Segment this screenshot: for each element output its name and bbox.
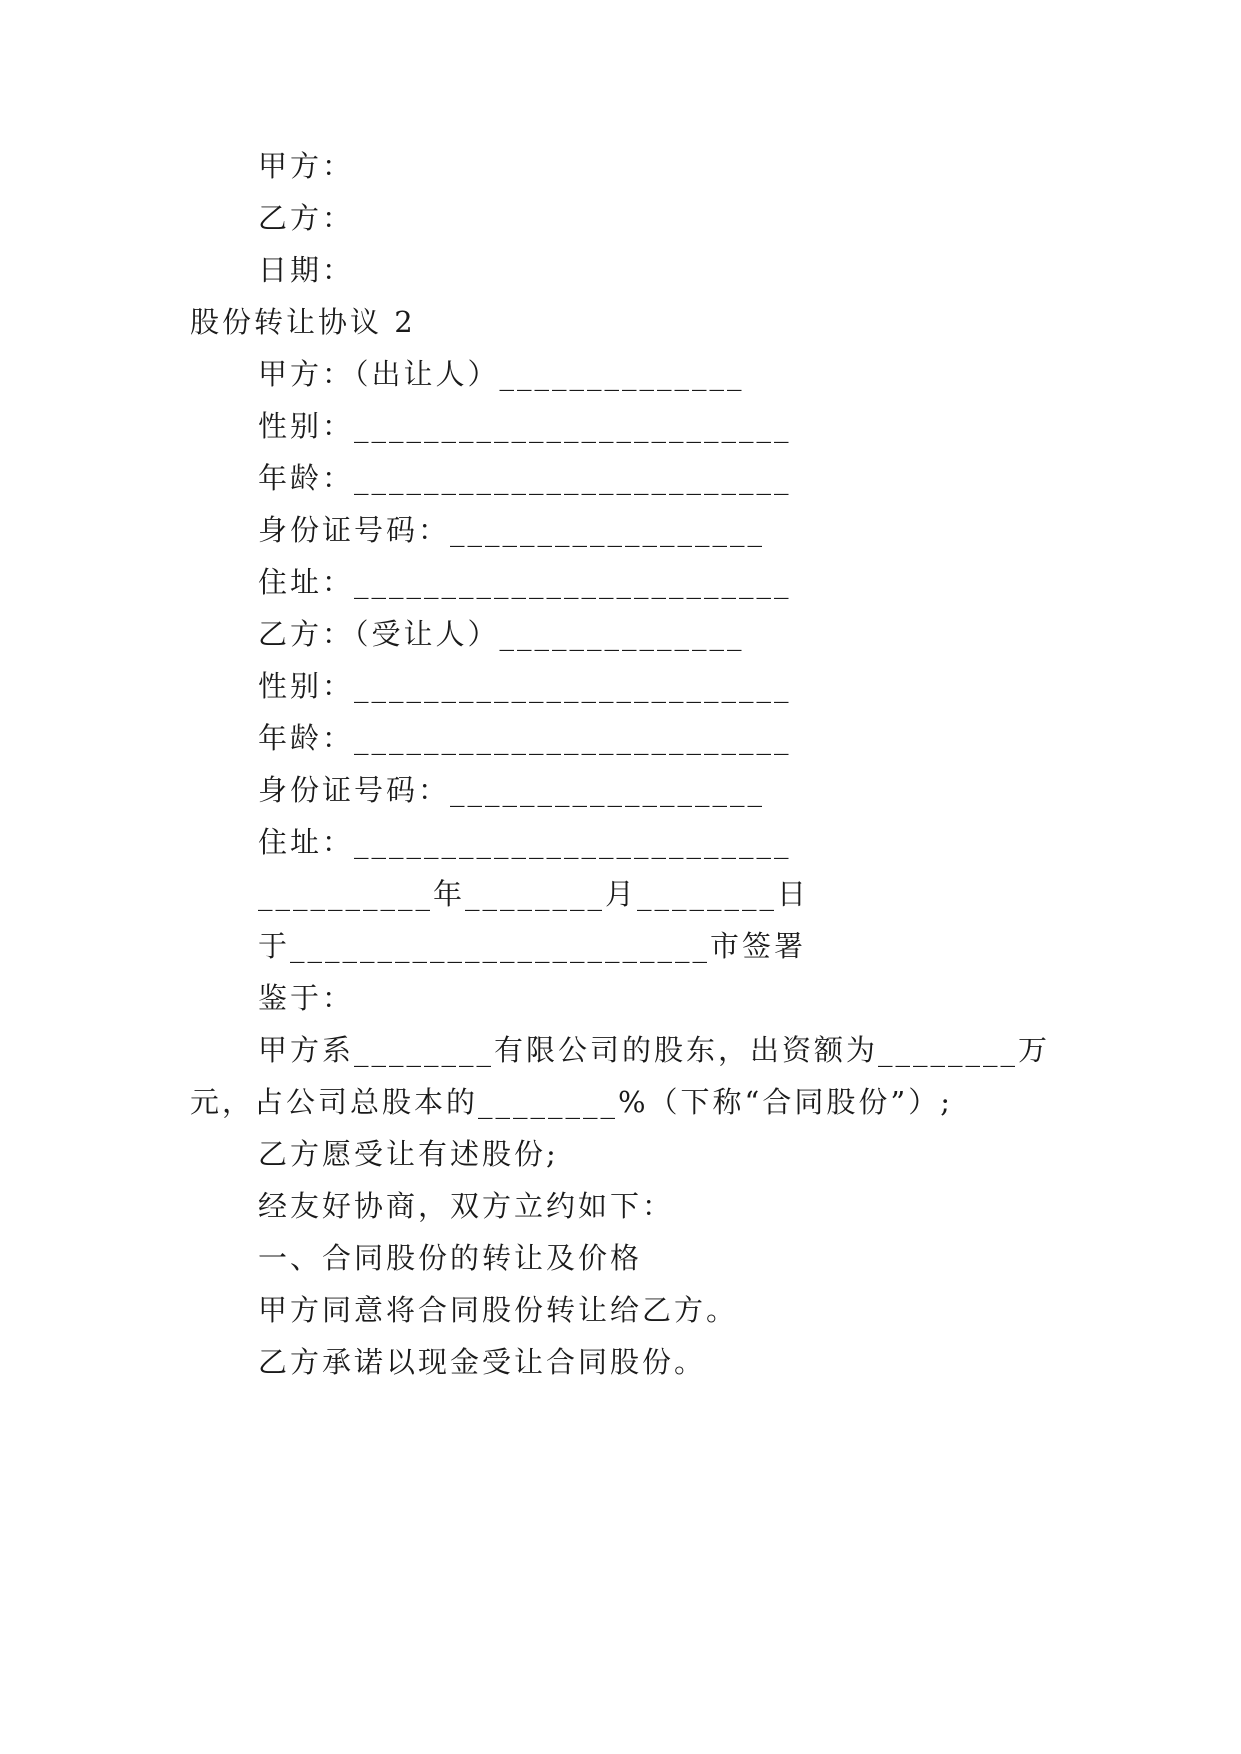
- signature-party-a: 甲方：: [258, 149, 355, 183]
- signature-date: 日期：: [258, 253, 355, 287]
- party-a-heading: 甲方：（出让人）______________: [258, 357, 745, 391]
- clause-1-paragraph-1: 甲方同意将合同股份转让给乙方。: [258, 1293, 739, 1327]
- paragraph-negotiation: 经友好协商，双方立约如下：: [258, 1189, 675, 1223]
- paragraph-shareholder-line1: 甲方系________有限公司的股东，出资额为________万: [258, 1033, 1051, 1067]
- signing-date: __________年________月________日: [258, 877, 810, 911]
- party-a-address: 住址：_________________________: [258, 565, 792, 599]
- clause-1-title: 一、合同股份的转让及价格: [258, 1241, 643, 1275]
- party-a-gender: 性别：_________________________: [258, 409, 792, 443]
- party-b-address: 住址：_________________________: [258, 825, 792, 859]
- party-b-id-number: 身份证号码：__________________: [258, 773, 766, 807]
- clause-1-paragraph-2: 乙方承诺以现金受让合同股份。: [258, 1345, 707, 1379]
- party-a-age: 年龄：_________________________: [258, 461, 792, 495]
- whereas-heading: 鉴于：: [258, 981, 355, 1015]
- paragraph-transferee: 乙方愿受让有述股份;: [258, 1137, 559, 1171]
- signature-party-b: 乙方：: [258, 201, 355, 235]
- party-a-id-number: 身份证号码：__________________: [258, 513, 766, 547]
- party-b-age: 年龄：_________________________: [258, 721, 792, 755]
- party-b-heading: 乙方：（受让人）______________: [258, 617, 745, 651]
- paragraph-shareholder-line2: 元，占公司总股本的________%（下称“合同股份”）;: [190, 1085, 953, 1119]
- signing-place: 于________________________市签署: [258, 929, 807, 963]
- party-b-gender: 性别：_________________________: [258, 669, 792, 703]
- section-title: 股份转让协议 2: [190, 305, 416, 339]
